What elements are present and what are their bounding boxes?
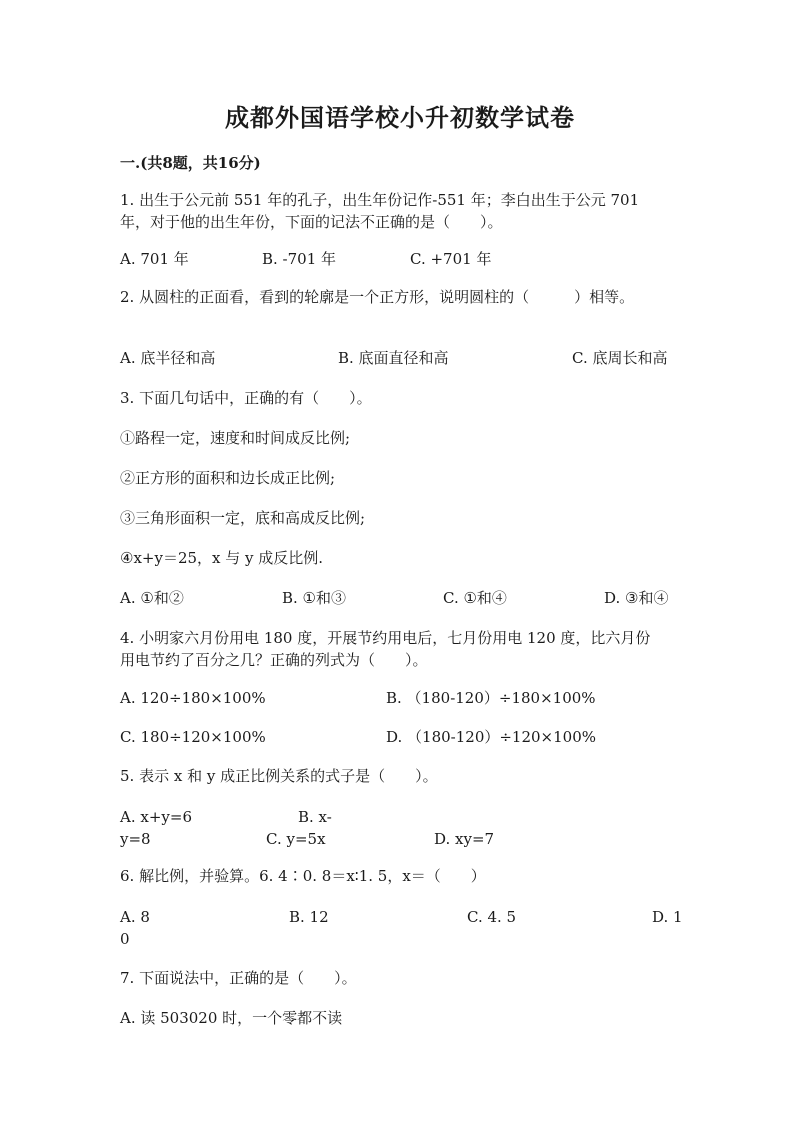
q5-option-d: D. xy=7 xyxy=(434,830,495,848)
question-1-line-1: 1. 出生于公元前 551 年的孔子，出生年份记作-551 年；李白出生于公元 701 xyxy=(120,191,640,209)
page-title: 成都外国语学校小升初数学试卷 xyxy=(225,103,575,132)
section-header: 一.(共8题，共16分) xyxy=(120,154,261,172)
q3-option-d: D. ③和④ xyxy=(604,589,669,607)
q4-option-d: D. （180-120）÷120×100% xyxy=(386,728,597,746)
q6-option-d: D. 1 xyxy=(652,908,683,926)
q1-option-c: C. +701 年 xyxy=(410,250,492,268)
q3-statement-1: ①路程一定，速度和时间成反比例; xyxy=(120,429,351,447)
q5-option-b: B. x- xyxy=(298,808,332,826)
q1-option-a: A. 701 年 xyxy=(120,250,189,268)
q3-statement-3: ③三角形面积一定，底和高成反比例; xyxy=(120,509,366,527)
q7-option-a: A. 读 503020 时，一个零都不读 xyxy=(120,1009,343,1027)
q2-option-a: A. 底半径和高 xyxy=(120,349,216,367)
q2-option-b: B. 底面直径和高 xyxy=(338,349,449,367)
question-3-line-1: 3. 下面几句话中，正确的有（ ）。 xyxy=(120,389,372,407)
q3-statement-4: ④x+y＝25，x 与 y 成反比例. xyxy=(120,549,324,567)
question-4-line-1: 4. 小明家六月份用电 180 度，开展节约用电后，七月份用电 120 度，比六月份 xyxy=(120,629,651,647)
q3-option-c: C. ①和④ xyxy=(443,589,507,607)
q3-option-b: B. ①和③ xyxy=(282,589,347,607)
q5-option-c: C. y=5x xyxy=(266,830,326,848)
q4-option-c: C. 180÷120×100% xyxy=(120,728,266,746)
q1-option-b: B. -701 年 xyxy=(262,250,337,268)
q4-option-a: A. 120÷180×100% xyxy=(120,689,266,707)
q6-option-d-wrap: 0 xyxy=(120,930,130,948)
q5-option-b-wrap: y=8 xyxy=(120,830,151,848)
question-2-line-1: 2. 从圆柱的正面看，看到的轮廓是一个正方形，说明圆柱的（ ）相等。 xyxy=(120,288,635,306)
question-5-line-1: 5. 表示 x 和 y 成正比例关系的式子是（ ）。 xyxy=(120,767,438,785)
question-6-line-1: 6. 解比例，并验算。6. 4∶0. 8＝x∶1. 5，x＝（ ） xyxy=(120,867,486,885)
q6-option-a: A. 8 xyxy=(120,908,150,926)
q6-option-b: B. 12 xyxy=(289,908,329,926)
q3-option-a: A. ①和② xyxy=(120,589,184,607)
q3-statement-2: ②正方形的面积和边长成正比例; xyxy=(120,469,336,487)
q6-option-c: C. 4. 5 xyxy=(467,908,517,926)
question-4-line-2: 用电节约了百分之几？正确的列式为（ ）。 xyxy=(120,651,428,669)
q4-option-b: B. （180-120）÷180×100% xyxy=(386,689,596,707)
q5-option-a: A. x+y=6 xyxy=(120,808,192,826)
question-1-line-2: 年，对于他的出生年份，下面的记法不正确的是（ ）。 xyxy=(120,213,503,231)
question-7-line-1: 7. 下面说法中，正确的是（ ）。 xyxy=(120,969,357,987)
q2-option-c: C. 底周长和高 xyxy=(572,349,668,367)
